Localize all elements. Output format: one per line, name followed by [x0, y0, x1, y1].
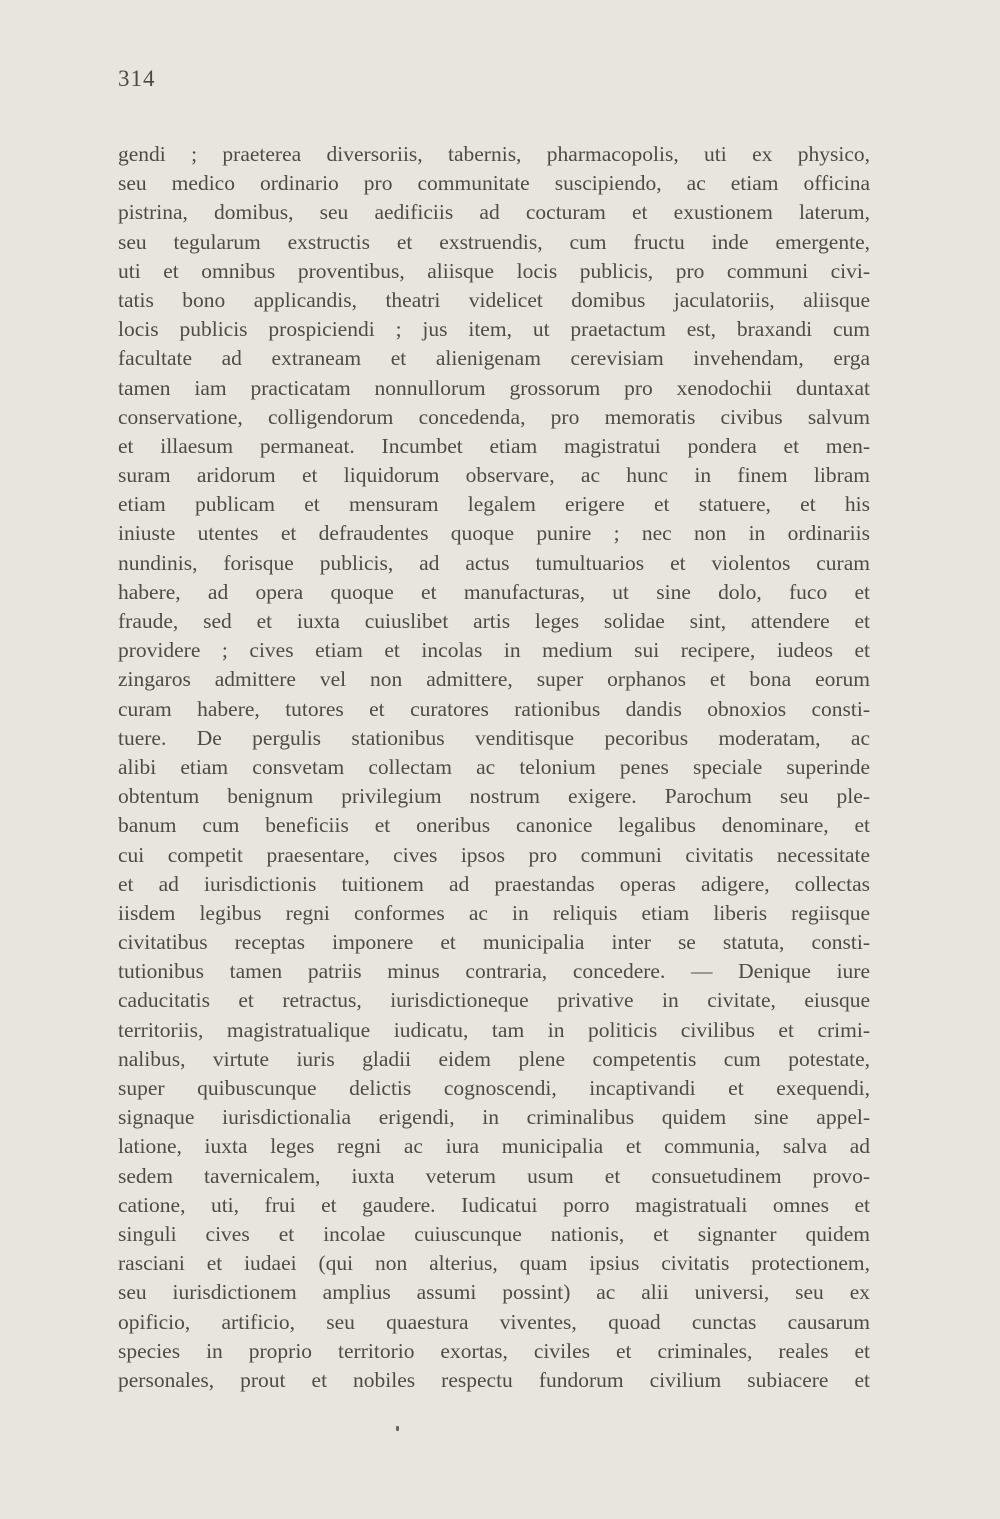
text-line: seu iurisdictionem amplius assumi possint) ac alii universi, seu ex	[118, 1280, 870, 1305]
text-line: cui competit praesentare, cives ipsos pro communi civitatis necessitate	[118, 842, 870, 867]
text-line: catione, uti, frui et gaudere. Iudicatui porro magistratuali omnes et	[118, 1192, 870, 1217]
text-line: opificio, artificio, seu quaestura viventes, quoad cunctas causarum	[118, 1309, 870, 1334]
text-line: personales, prout et nobiles respectu fundorum civilium subiacere et	[118, 1367, 870, 1392]
text-line: obtentum benignum privilegium nostrum exigere. Parochum seu ple-	[118, 784, 870, 809]
text-line: territoriis, magistratualique iudicatu, tam in politicis civilibus et crimi-	[118, 1017, 870, 1042]
body-text	[118, 140, 870, 1395]
text-line: pistrina, domibus, seu aedificiis ad cocturam et exustionem laterum,	[118, 200, 870, 225]
text-line: tutionibus tamen patriis minus contraria, concedere. — Denique iure	[118, 959, 870, 984]
text-line: seu medico ordinario pro communitate suscipiendo, ac etiam officina	[118, 171, 870, 196]
text-line: seu tegularum exstructis et exstruendis, cum fructu inde emergente,	[118, 229, 870, 254]
text-line: super quibuscunque delictis cognoscendi, incaptivandi et exequendi,	[118, 1076, 870, 1100]
text-line: et ad iurisdictionis tuitionem ad praestandas operas adigere, collectas	[118, 871, 870, 896]
text-line: iniuste utentes et defraudentes quoque punire ; nec non in ordinariis	[118, 521, 870, 546]
text-line: providere ; cives etiam et incolas in medium sui recipere, iudeos et	[118, 638, 870, 663]
text-line: gendi ; praeterea diversoriis, tabernis, pharmacopolis, uti ex physico,	[118, 142, 870, 166]
text-line: signaque iurisdictionalia erigendi, in criminalibus quidem sine appel-	[118, 1105, 870, 1130]
text-line: banum cum beneficiis et oneribus canonice legalibus denominare, et	[118, 813, 870, 838]
text-line: sedem tavernicalem, iuxta veterum usum et consuetudinem provo-	[118, 1163, 870, 1188]
text-line: et illaesum permaneat. Incumbet etiam magistratui pondera et men-	[118, 433, 870, 458]
text-line: etiam publicam et mensuram legalem erigere et statuere, et his	[118, 492, 870, 517]
text-line: curam habere, tutores et curatores rationibus dandis obnoxios consti-	[118, 696, 870, 721]
text-line: singuli cives et incolae cuiuscunque nationis, et signanter quidem	[118, 1221, 870, 1246]
text-line: nalibus, virtute iuris gladii eidem plene competentis cum potestate,	[118, 1046, 870, 1071]
text-line: tamen iam practicatam nonnullorum grossorum pro xenodochii duntaxat	[118, 375, 870, 400]
text-line: uti et omnibus proventibus, aliisque locis publicis, pro communi civi-	[118, 258, 870, 283]
page-number: 314	[118, 66, 156, 91]
text-line: tuere. De pergulis stationibus venditisque pecoribus moderatam, ac	[118, 725, 870, 750]
text-line: habere, ad opera quoque et manufacturas, ut sine dolo, fuco et	[118, 579, 870, 604]
text-line: iisdem legibus regni conformes ac in reliquis etiam liberis regiisque	[118, 900, 870, 925]
text-line: species in proprio territorio exortas, civiles et criminales, reales et	[118, 1338, 870, 1363]
text-line: tatis bono applicandis, theatri videlicet domibus jaculatoriis, aliisque	[118, 287, 870, 312]
text-line: latione, iuxta leges regni ac iura municipalia et communia, salva ad	[118, 1134, 870, 1159]
text-line: nundinis, forisque publicis, ad actus tumultuarios et violentos curam	[118, 550, 870, 575]
text-line: facultate ad extraneam et alienigenam cerevisiam invehendam, erga	[118, 346, 870, 371]
text-line: caducitatis et retractus, iurisdictioneque privative in civitate, eiusque	[118, 988, 870, 1013]
text-line: alibi etiam consvetam collectam ac telonium penes speciale superinde	[118, 754, 870, 779]
text-line: rasciani et iudaei (qui non alterius, quam ipsius civitatis protectionem,	[118, 1251, 870, 1276]
text-line: fraude, sed et iuxta cuiuslibet artis leges solidae sint, attendere et	[118, 609, 870, 633]
text-line: conservatione, colligendorum concedenda, pro memoratis civibus salvum	[118, 404, 870, 429]
text-line: zingaros admittere vel non admittere, super orphanos et bona eorum	[118, 667, 870, 692]
text-line: locis publicis prospiciendi ; jus item, ut praetactum est, braxandi cum	[118, 317, 870, 342]
paper-speck	[396, 1426, 399, 1431]
text-line: civitatibus receptas imponere et municipalia inter se statuta, consti-	[118, 930, 870, 955]
text-line: suram aridorum et liquidorum observare, ac hunc in finem libram	[118, 463, 870, 488]
